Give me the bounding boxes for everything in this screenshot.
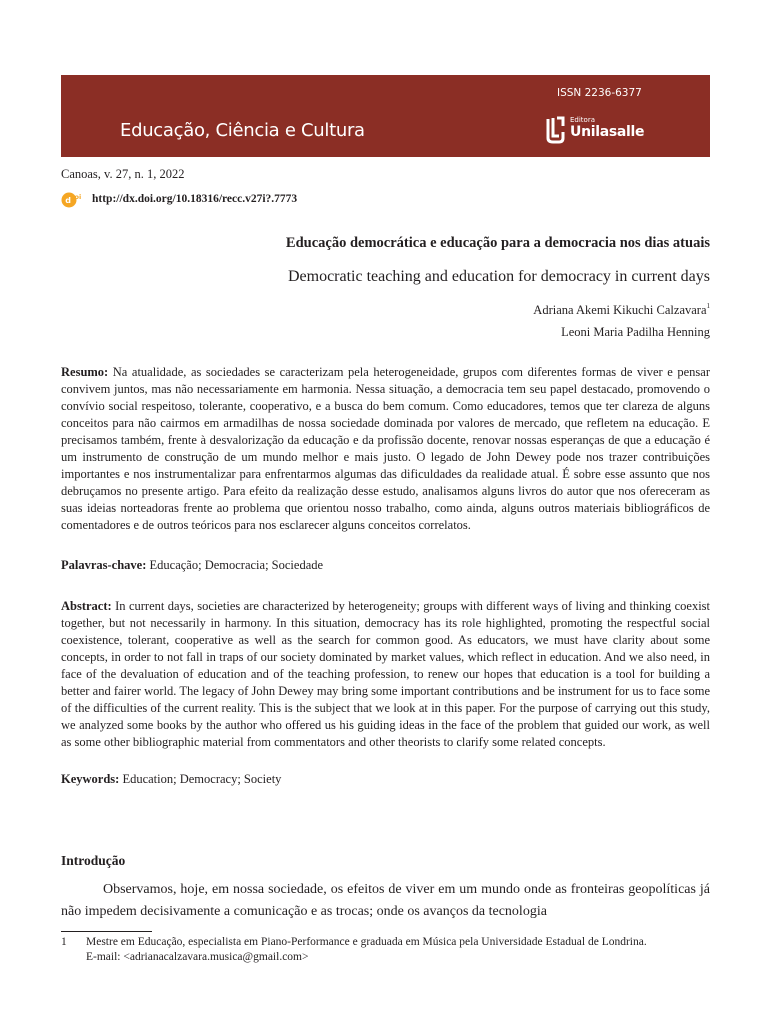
article-title-en: Democratic teaching and education for democracy in current days (287, 268, 710, 285)
journal-title: Educação, Ciência e Cultura (120, 120, 365, 141)
publisher-logo-icon (545, 116, 565, 144)
footnote-marker[interactable]: 1 (706, 302, 710, 310)
keywords-pt-text: Educação; Democracia; Sociedade (149, 558, 324, 572)
issue-info: Canoas, v. 27, n. 1, 2022 (61, 167, 185, 181)
footnote-number: 1 (61, 936, 67, 948)
abstract-pt-label: Resumo: (61, 365, 109, 379)
svg-text:d: d (65, 196, 72, 206)
publisher-logo (545, 115, 655, 145)
abstract-pt-text: Na atualidade, as sociedades se caracterizam pela heterogeneidade, grupos com diferentes formas de viver e pensar convivem juntos, mas não necessariamente em harmonia. Nessa situação, a democracia tem seu papel destacado, promovendo o convívio social respeitoso, tolerante, cooperativo, e a busca do bem comum. Como educadores, temos que ter clareza de alguns conceitos para não cairmos em armadilhas de nossa sociedade dominada por valores de mercado, que refletem na educação. E precisamos também, frente à desvalorização da educação e da profissão docente, renovar nossas esperanças de que a educação é um instrumento de construção de um mundo melhor e mais justo. O legado de John Dewey pode nos trazer contribuições importantes e nos instrumentalizar para enfrentarmos algumas das dificuldades da realidade atual. É sobre esse assunto que nos debruçamos no presente artigo. Para efeito da realização desse estudo, analisamos alguns livros do autor que nos ofereceram as suas ideias norteadoras frente ao problema que orientou nosso trabalho, como ainda, alguns outros materiais bibliográficos de comentadores e de outros teóricos para nos esclarecer alguns conceitos correlatos. (61, 365, 710, 532)
author-2 (561, 325, 710, 340)
footnote (61, 935, 710, 965)
abstract-en (61, 598, 710, 751)
keywords-en (61, 772, 281, 787)
abstract-pt (61, 364, 710, 534)
keywords-pt-label: Palavras-chave: (61, 558, 147, 572)
abstract-en-text: In current days, societies are characterized by heterogeneity; groups with different ways of living and thinking coexist together, but not necessarily in harmony. In this situation, democracy has its role highlighted, promoting the respectful social coexistence, tolerant, cooperative as well as the search for common good. As educators, we must have clarity about some concepts, in order to not fall in traps of our society dominated by market values, which reflect in education. And we also need, in face of the devaluation of education and of the teaching profession, to renew our hopes that education is a tool for building a better and fairer world. The legacy of John Dewey may bring some important contributions and be instrument for us to face some of the difficulties of the current reality. This is the subject that we look at in this paper. For the purpose of carrying out this study, we analyzed some books by the author who offered us his guiding ideas in the face of the problem that guided our work, as well as some other bibliographic material from commentators and other theorists to clarify some related concepts. (61, 599, 710, 749)
keywords-en-text: Education; Democracy; Society (122, 772, 282, 786)
keywords-pt (61, 558, 323, 573)
publisher-label: Editora (570, 116, 596, 124)
journal-banner (61, 75, 710, 157)
abstract-en-label: Abstract: (61, 599, 112, 613)
author-name: Leoni Maria Padilha Henning (561, 325, 710, 339)
issn: ISSN 2236-6377 (557, 87, 642, 99)
footnote-divider (61, 931, 152, 932)
keywords-en-label: Keywords: (61, 772, 120, 786)
article-title-pt: Educação democrática e educação para a democracia nos dias atuais (285, 235, 710, 251)
svg-text:oi: oi (74, 193, 82, 201)
author-1 (533, 303, 710, 318)
body-paragraph: Observamos, hoje, em nossa sociedade, os efeitos de viver em um mundo onde as fronteiras geopolíticas já não impedem decisivamente a comunicação e as trocas; onde os avanços da tecnologia (61, 882, 710, 919)
footnote-text (86, 935, 710, 965)
author-name: Adriana Akemi Kikuchi Calzavara (533, 303, 707, 317)
footnote-line-1: Mestre em Educação, especialista em Piano-Performance e graduada em Música pela Universidade Estadual de Londrina. (86, 936, 647, 948)
doi-icon (61, 192, 83, 208)
section-heading: Introdução (61, 853, 126, 868)
doi-link[interactable]: http://dx.doi.org/10.18316/recc.v27i?.7773 (92, 193, 298, 205)
footnote-line-2: E-mail: <adrianacalzavara.musica@gmail.com> (86, 951, 309, 963)
publisher-name: Unilasalle (570, 124, 645, 140)
